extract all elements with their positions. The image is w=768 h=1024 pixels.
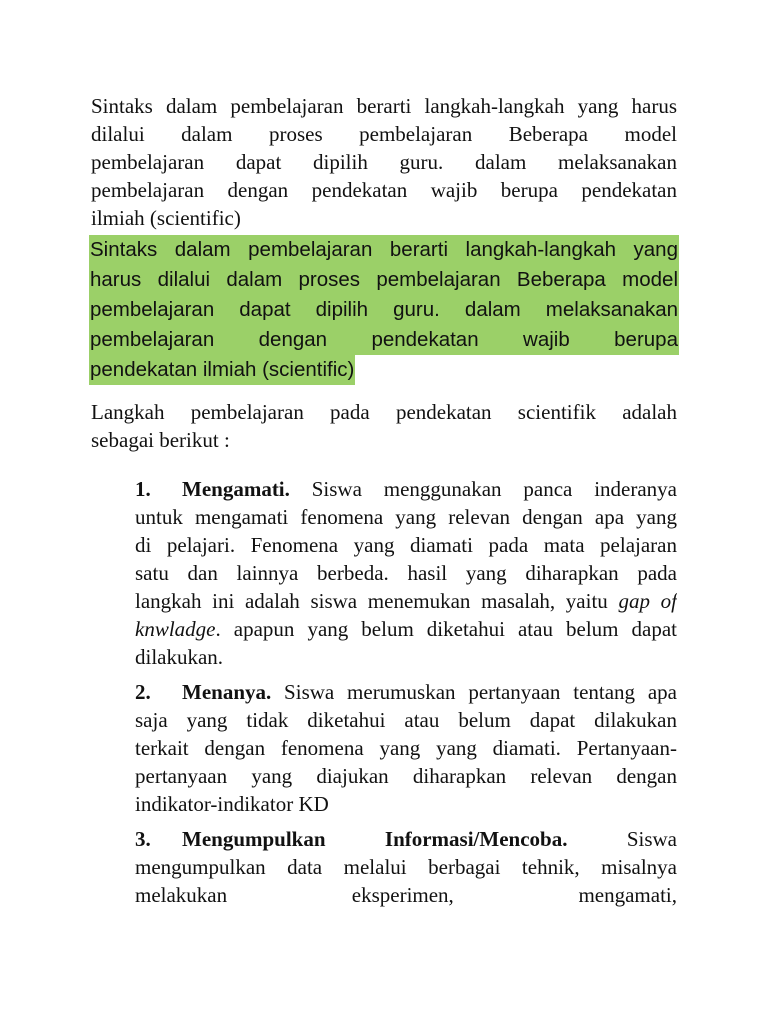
text-span: langkah ini adalah siswa menemukan masalah, yaitu	[135, 589, 619, 613]
text-line	[135, 475, 677, 503]
text-line: untuk mengamati fenomena yang relevan dengan apa yang	[135, 505, 677, 529]
list-number: 2.	[135, 680, 151, 704]
text-line	[135, 615, 677, 643]
step-keyword: Mengamati.	[182, 477, 290, 501]
text-line: mengumpulkan data melalui berbagai tehnik, misalnya	[135, 855, 677, 879]
text-line: ilmiah (scientific)	[91, 206, 241, 230]
list-number: 1.	[135, 477, 151, 501]
text-line: satu dan lainnya berbeda. hasil yang diharapkan pada	[135, 561, 677, 585]
text-line: melakukan eksperimen, mengamati,	[135, 883, 677, 907]
text-line: Sintaks dalam pembelajaran berarti langkah-langkah yang harus	[91, 94, 677, 118]
highlighted-line: pembelajaran dapat dipilih guru. dalam melaksanakan	[89, 295, 679, 325]
highlighted-paragraph	[89, 235, 679, 394]
text-line: Langkah pembelajaran pada pendekatan scientifik adalah	[91, 400, 677, 424]
text-span: Siswa merumuskan pertanyaan tentang apa	[271, 680, 677, 704]
step-keyword: Mengumpulkan	[182, 827, 326, 851]
text-line: saja yang tidak diketahui atau belum dapat dilakukan	[135, 708, 677, 732]
italic-term: gap of	[618, 589, 677, 613]
italic-term: knwladge	[135, 617, 216, 641]
text-line: sebagai berikut :	[91, 428, 230, 452]
list-item	[135, 678, 677, 818]
list-item	[135, 825, 677, 909]
text-line: pertanyaan yang diajukan diharapkan relevan dengan	[135, 764, 677, 788]
list-item	[135, 475, 677, 671]
highlighted-line: pendekatan ilmiah (scientific)	[89, 355, 355, 385]
highlighted-line: pembelajaran dengan pendekatan wajib berupa	[89, 325, 679, 355]
text-line: indikator-indikator KD	[135, 792, 329, 816]
text-line: dilalui dalam proses pembelajaran Beberapa model	[91, 122, 677, 146]
step-keyword: Informasi/Mencoba.	[384, 827, 568, 851]
highlighted-line: harus dilalui dalam proses pembelajaran Beberapa model	[89, 265, 679, 295]
text-line: pembelajaran dengan pendekatan wajib berupa pendekatan	[91, 178, 677, 202]
text-line: di pelajari. Fenomena yang diamati pada mata pelajaran	[135, 533, 677, 557]
text-span: Siswa menggunakan panca inderanya	[289, 477, 677, 501]
text-span: Siswa	[626, 827, 677, 851]
highlighted-line: Sintaks dalam pembelajaran berarti langkah-langkah yang	[89, 235, 679, 265]
step-keyword: Menanya.	[182, 680, 272, 704]
text-line	[135, 587, 677, 615]
steps-intro-paragraph	[91, 398, 677, 454]
text-span: . apapun yang belum diketahui atau belum dapat	[215, 617, 677, 641]
text-line: terkait dengan fenomena yang yang diamati. Pertanyaan-	[135, 736, 677, 760]
text-line	[135, 678, 677, 706]
intro-paragraph	[91, 92, 677, 232]
text-line	[135, 825, 677, 853]
text-line: dilakukan.	[135, 645, 224, 669]
list-number: 3.	[135, 827, 151, 851]
text-line: pembelajaran dapat dipilih guru. dalam melaksanakan	[91, 150, 677, 174]
